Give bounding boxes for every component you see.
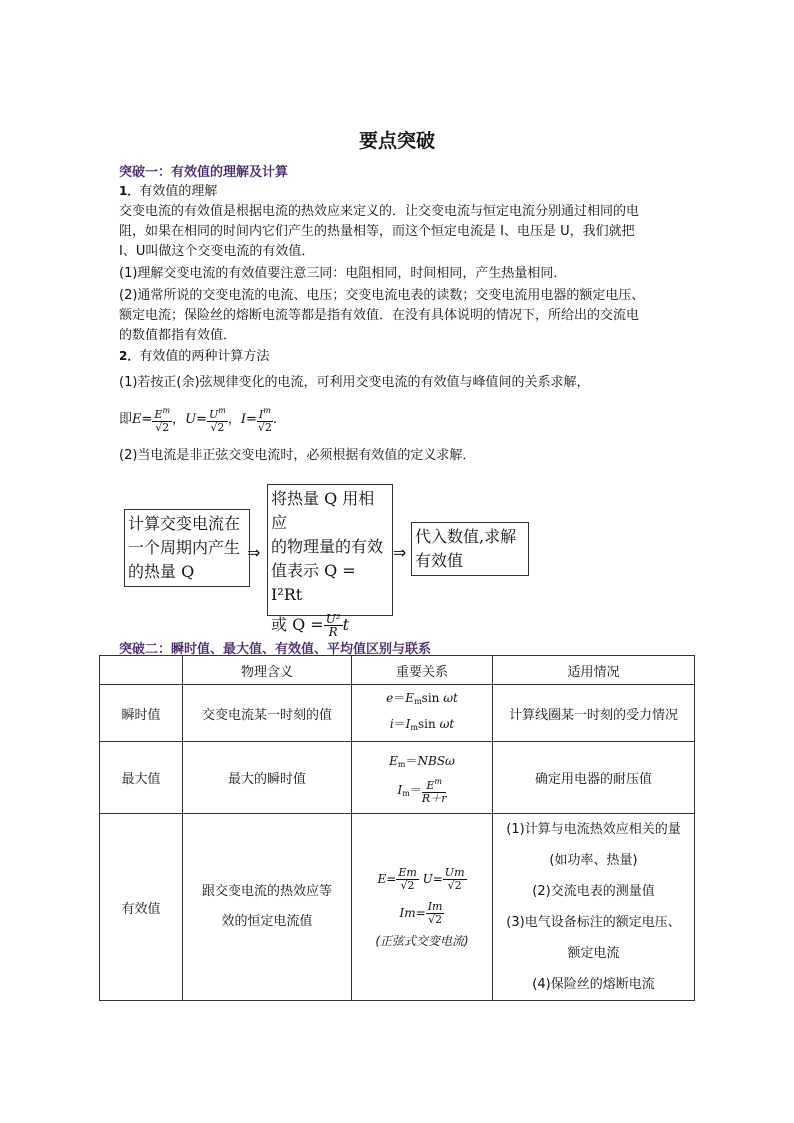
flow-box-3 bbox=[411, 522, 529, 576]
flow-box-3-line: 有效值 bbox=[415, 551, 464, 570]
row-usage: 确定用电器的耐压值 bbox=[493, 742, 695, 814]
flow-box-1 bbox=[124, 509, 250, 587]
point-2-line: (2)通常所说的交变电流的电流、电压；交变电流电表的读数；交变电流用电器的额定电压、 bbox=[119, 288, 645, 303]
page-title: 要点突破 bbox=[358, 130, 435, 152]
section-heading-2: 突破二：瞬时值、最大值、有效值、平均值区别与联系 bbox=[119, 642, 432, 657]
usage-line: 额定电流 bbox=[567, 946, 620, 961]
flow-box-2-line: 将热量 Q 用相应 bbox=[271, 489, 375, 532]
section-heading-1: 突破一：有效值的理解及计算 bbox=[119, 165, 289, 180]
flow-box-3-line: 代入数值,求解 bbox=[415, 527, 517, 546]
item-1-title: 有效值的理解 bbox=[139, 184, 218, 199]
flow-box-2 bbox=[267, 484, 393, 639]
row-meaning-line: 效的恒定电流值 bbox=[221, 914, 313, 929]
formula-prefix: 即 bbox=[119, 412, 133, 427]
table-header-cell: 物理含义 bbox=[183, 656, 352, 685]
row-meaning: 最大的瞬时值 bbox=[183, 742, 352, 814]
row-meaning: 交变电流某一时刻的值 bbox=[183, 685, 352, 742]
paragraph-line: 交变电流的有效值是根据电流的热效应来定义的．让交变电流与恒定电流分别通过相同的电 bbox=[119, 204, 640, 219]
row-usage bbox=[493, 814, 695, 1001]
table-header-cell: 重要关系 bbox=[352, 656, 493, 685]
flow-box-1-line: 的热量 Q bbox=[128, 562, 195, 581]
flow-box-2-line: 的物理量的有效 bbox=[271, 537, 384, 556]
item-2-number: 2． bbox=[119, 349, 140, 363]
table-row bbox=[100, 685, 695, 742]
row-meaning bbox=[183, 814, 352, 1001]
usage-line: (3)电气设备标注的额定电压、 bbox=[506, 915, 681, 930]
row-relation: $e=E_m\sin$ ωt $i=I_m\sin$ ωt bbox=[352, 685, 493, 742]
item-1-heading bbox=[119, 181, 217, 202]
table-row bbox=[100, 742, 695, 814]
item-2-heading bbox=[119, 346, 269, 367]
formula-line: 即E= $\frac{E^m}{√2}$ ，U= $\frac{U^m}{√2}$ ，I= $\frac{I^m}{√2}$ . bbox=[119, 406, 277, 434]
paragraph-line: I、U叫做这个交变电流的有效值． bbox=[119, 244, 315, 259]
table-header-row bbox=[100, 656, 695, 685]
point-2-line: 额定电流；保险丝的熔断电流等都是指有效值．在没有具体说明的情况下，所给出的交流电 bbox=[119, 308, 640, 323]
usage-line: (4)保险丝的熔断电流 bbox=[532, 977, 655, 992]
point-1: (1)理解交变电流的有效值要注意三同：电阻相同，时间相同，产生热量相同． bbox=[119, 266, 567, 281]
flow-arrow: ⇒ bbox=[247, 543, 261, 562]
usage-line: (1)计算与电流热效应相关的量 bbox=[506, 822, 681, 837]
item-1-number: 1． bbox=[119, 184, 140, 198]
method-1: (1)若按正(余)弦规律变化的电流，可利用交变电流的有效值与峰值间的关系求解， bbox=[119, 375, 590, 390]
row-name: 瞬时值 bbox=[100, 685, 183, 742]
flow-arrow: ⇒ bbox=[393, 543, 407, 562]
table-header-cell: 适用情况 bbox=[493, 656, 695, 685]
flow-box-2-line: 值表示 Q = I²Rt bbox=[271, 561, 356, 604]
method-2: (2)当电流是非正弦交变电流时，必须根据有效值的定义求解． bbox=[119, 448, 476, 463]
table-header-cell bbox=[100, 656, 183, 685]
row-name: 最大值 bbox=[100, 742, 183, 814]
item-2-title: 有效值的两种计算方法 bbox=[139, 349, 270, 364]
usage-line: (如功率、热量) bbox=[549, 853, 638, 868]
flow-box-1-line: 计算交变电流在 bbox=[128, 514, 241, 533]
usage-line: (2)交流电表的测量值 bbox=[532, 884, 655, 899]
flow-box-1-line: 一个周期内产生 bbox=[128, 538, 241, 557]
flow-box-2-line: 或 Q = bbox=[271, 615, 324, 634]
row-relation: $E_m=NBS\omega$ $I_m=$ $\frac{E^m}{R+r}$ bbox=[352, 742, 493, 814]
row-name: 有效值 bbox=[100, 814, 183, 1001]
comparison-table bbox=[99, 655, 695, 1001]
paragraph-line: 阻，如果在相同的时间内它们产生的热量相等，而这个恒定电流是 I、电压是 U，我们就把 bbox=[119, 224, 635, 239]
flow-box-2-formula: 或 Q = $\frac{\text{U²}}{R}$ t bbox=[271, 612, 350, 639]
table-row bbox=[100, 814, 695, 1001]
row-relation: E= $\frac{Em}{√2}$ U= $\frac{Um}{√2}$ Im= $\frac{Im}{√2}$ (正弦式交变电流) bbox=[352, 814, 493, 1001]
row-meaning-line: 跟交变电流的热效应等 bbox=[201, 884, 332, 899]
point-2-line: 的数值都指有效值． bbox=[119, 328, 237, 343]
row-note: (正弦式交变电流) bbox=[375, 934, 469, 948]
row-usage: 计算线圈某一时刻的受力情况 bbox=[493, 685, 695, 742]
